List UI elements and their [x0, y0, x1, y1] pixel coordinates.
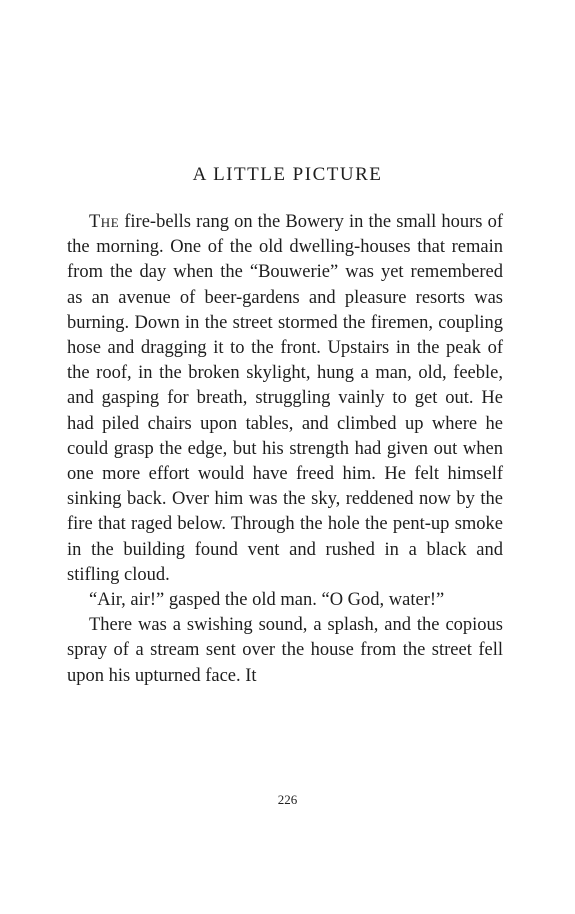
paragraph-2: “Air, air!” gasped the old man. “O God, water!” [89, 590, 445, 611]
paragraph-1 [67, 210, 503, 588]
chapter-title: A LITTLE PICTURE [192, 164, 383, 185]
chapter-body [67, 210, 503, 689]
paragraph-3: There was a swishing sound, a splash, and the copious spray of a stream sent over the house from the street fell upon his upturned face. It [67, 615, 503, 686]
paragraph-1-text: fire-bells rang on the Bowery in the small hours of the morning. One of the old dwelling-houses that remain from the day when the “Bouwerie” was yet remembered as an avenue of beer-gardens and pleasure resorts was burning. Down in the street stormed the firemen, coupling hose and dragging it to the front. Upstairs in the peak of the roof, in the broken skylight, hung a man, old, feeble, and gasping for breath, struggling vainly to get out. He had piled chairs upon tables, and climbed up where he could grasp the edge, but his strength had given out when one more effort would have freed him. He felt himself sinking back. Over him was the sky, reddened now by the fire that raged below. Through the hole the pent-up smoke in the building found vent and rushed in a black and stifling cloud. [67, 212, 503, 585]
drop-lead-word: The [89, 212, 120, 232]
page-number: 226 [277, 792, 298, 807]
